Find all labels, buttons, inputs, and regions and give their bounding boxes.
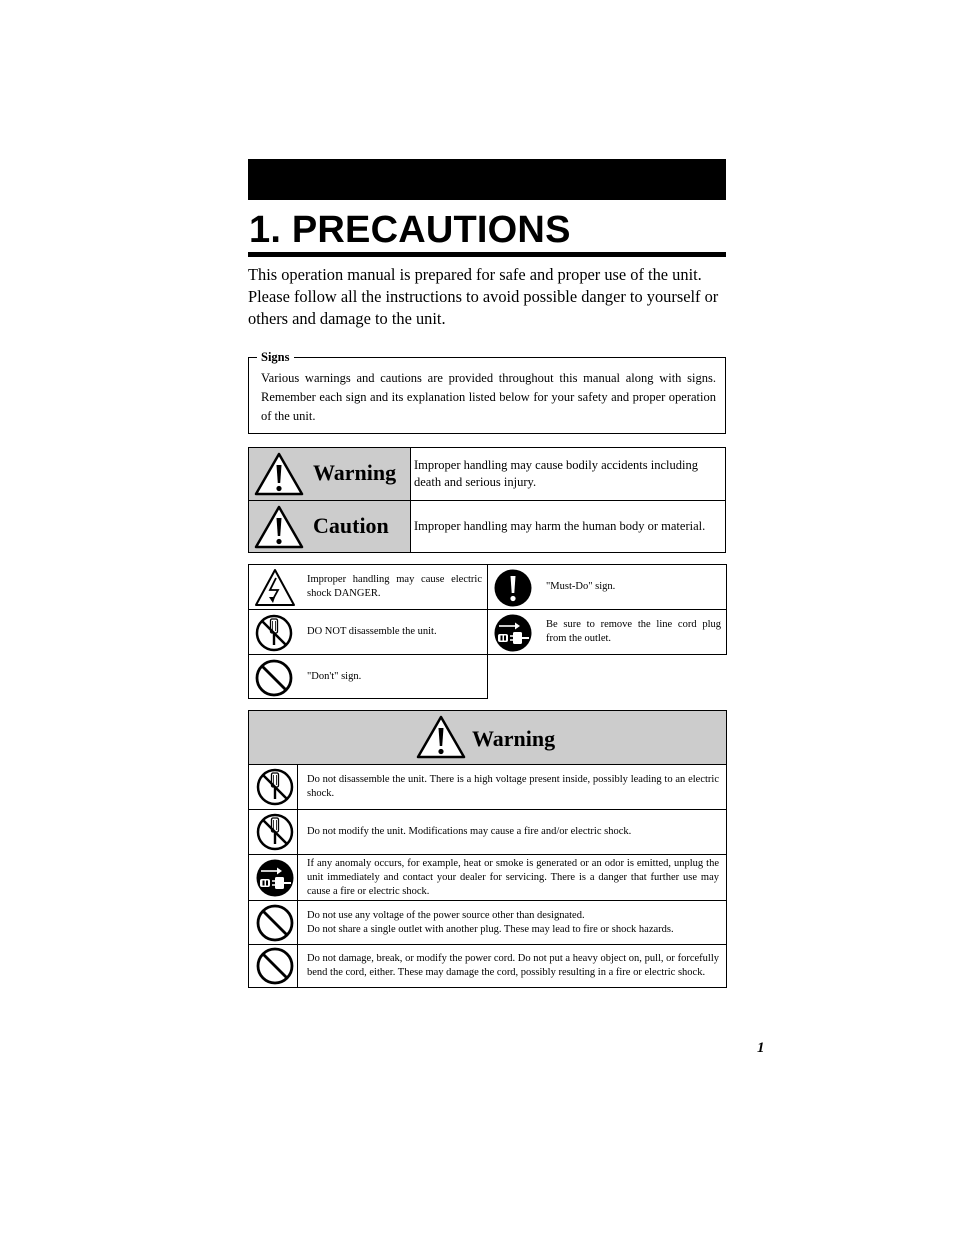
must-do-icon xyxy=(493,568,533,608)
chapter-header-bar xyxy=(248,159,726,200)
intro-paragraph: This operation manual is prepared for safe and proper use of the unit. Please follow all the instructions to avoid possible danger to yourself or others and damage to the unit. xyxy=(248,265,719,328)
warning-triangle-icon xyxy=(415,714,467,760)
page-title: 1. PRECAUTIONS xyxy=(249,209,571,251)
level-desc-warning: Improper handling may cause bodily accidents including death and serious injury. xyxy=(414,458,698,489)
warning-row-text: Do not damage, break, or modify the power cord. Do not put a heavy object on, pull, or forcefully bend the cord, either. These may damage the cord, possibly resulting in a fire or electric shock. xyxy=(307,953,719,978)
level-desc-caution: Improper handling may harm the human body or material. xyxy=(414,519,706,533)
unplug-icon xyxy=(255,858,295,898)
level-row-warning xyxy=(249,448,725,501)
prohibition-icon xyxy=(254,658,294,698)
warning-table-heading: Warning xyxy=(472,726,556,751)
warning-row-text: Do not use any voltage of the power source other than designated. xyxy=(307,909,585,921)
level-word-caution: Caution xyxy=(313,513,389,538)
hazard-level-table xyxy=(248,447,726,553)
symbol-no-disassembly: DO NOT disassemble the unit. xyxy=(248,609,488,655)
unplug-icon xyxy=(493,613,533,653)
symbol-electric-shock: Improper handling may cause electric shock DANGER. xyxy=(248,564,488,610)
level-label-caution xyxy=(249,501,411,552)
signs-legend: Signs xyxy=(257,349,294,365)
warning-row-text: If any anomaly occurs, for example, heat or smoke is generated or an odor is emitted, unplug the unit immediately and contact your dealer for servicing. There is a danger that further use may cause a fire or electric shock. xyxy=(307,857,719,897)
symbol-unplug: Be sure to remove the line cord plug from the outlet. xyxy=(487,609,727,655)
page-number: 1 xyxy=(757,1040,765,1056)
prohibition-icon xyxy=(255,946,295,986)
warning-row-text: Do not share a single outlet with another plug. These may lead to fire or shock hazards. xyxy=(307,923,674,935)
level-word-warning: Warning xyxy=(313,460,397,485)
prohibition-icon xyxy=(255,903,295,943)
warning-row xyxy=(249,855,726,901)
symbol-prohibition: "Don't" sign. xyxy=(248,654,488,699)
warning-triangle-icon xyxy=(253,504,305,550)
warning-row-text: Do not disassemble the unit. There is a high voltage present inside, possibly leading to an electric shock. xyxy=(307,774,719,799)
warning-row xyxy=(249,810,726,855)
warning-row xyxy=(249,945,726,987)
no-disassembly-icon xyxy=(255,812,295,852)
warning-table-header xyxy=(249,711,726,765)
signs-text: Various warnings and cautions are provided throughout this manual along with signs. Remember each sign and its explanation listed below for your safety and proper operation of the unit. xyxy=(261,371,716,423)
no-disassembly-icon xyxy=(254,613,294,653)
warning-row xyxy=(249,765,726,810)
signs-box xyxy=(248,350,726,434)
level-row-caution xyxy=(249,501,725,552)
title-rule xyxy=(248,252,726,257)
symbol-must-do: "Must-Do" sign. xyxy=(487,564,727,610)
warning-triangle-icon xyxy=(253,451,305,497)
level-label-warning xyxy=(249,448,411,500)
warning-row-text: Do not modify the unit. Modifications may cause a fire and/or electric shock. xyxy=(307,826,632,837)
no-disassembly-icon xyxy=(255,767,295,807)
warning-table xyxy=(248,710,727,988)
electric-shock-icon xyxy=(254,568,296,608)
warning-row xyxy=(249,901,726,945)
